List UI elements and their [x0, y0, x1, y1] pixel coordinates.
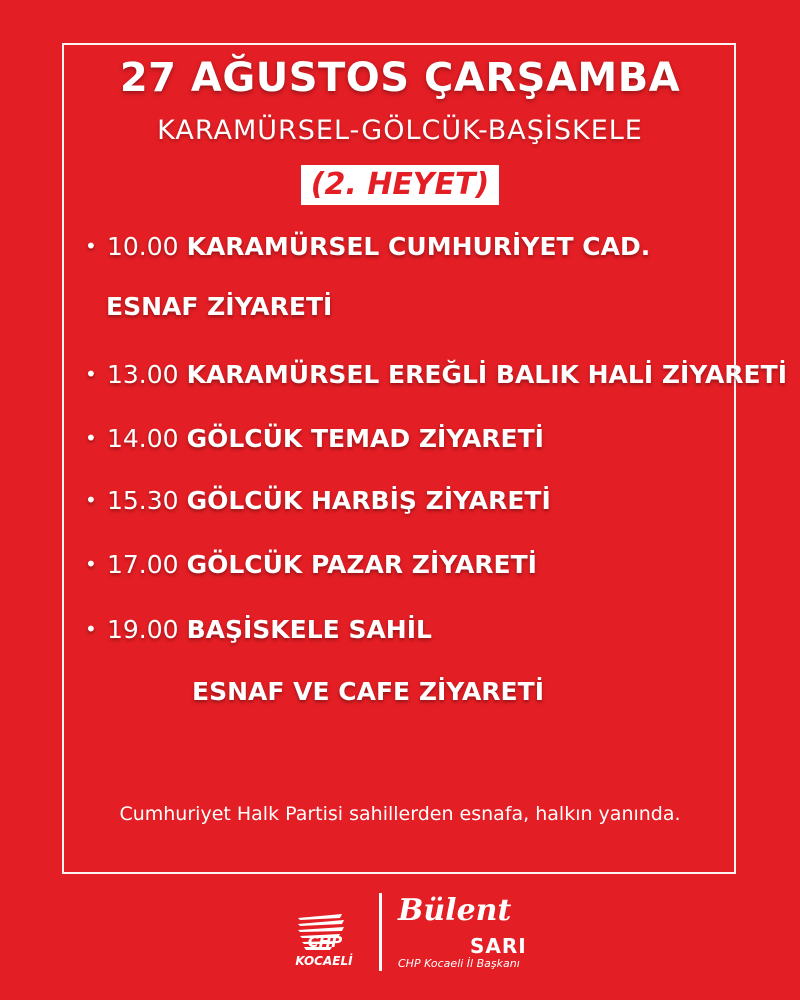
- chp-logo-text: CHP: [307, 933, 343, 951]
- schedule-continuation: ESNAF VE CAFE ZİYARETİ: [192, 677, 544, 706]
- schedule-time: 19.00: [107, 615, 179, 644]
- schedule-place: GÖLCÜK PAZAR ZİYARETİ: [186, 550, 537, 579]
- bullet-icon: •: [85, 234, 97, 258]
- bullet-icon: •: [85, 426, 97, 450]
- schedule-continuation: ESNAF ZİYARETİ: [106, 292, 333, 321]
- badge-wrapper: [0, 165, 800, 205]
- footer-slogan: Cumhuriyet Halk Partisi sahillerden esnafa, halkın yanında.: [119, 803, 681, 825]
- schedule-item: [85, 615, 432, 644]
- page-subtitle: KARAMÜRSEL-GÖLCÜK-BAŞİSKELE: [157, 115, 643, 146]
- schedule-item: [85, 232, 650, 261]
- schedule-item: [85, 486, 551, 515]
- schedule-item: [85, 360, 787, 389]
- schedule-place: GÖLCÜK TEMAD ZİYARETİ: [186, 424, 544, 453]
- delegation-badge: (2. HEYET): [301, 165, 499, 205]
- schedule-time: 13.00: [107, 360, 179, 389]
- schedule-time: 17.00: [107, 550, 179, 579]
- bullet-icon: •: [85, 552, 97, 576]
- schedule-place: GÖLCÜK HARBİŞ ZİYARETİ: [186, 486, 551, 515]
- bullet-icon: •: [85, 617, 97, 641]
- schedule-item: [85, 550, 537, 579]
- signature: Bülent: [398, 893, 512, 928]
- schedule-place: KARAMÜRSEL CUMHURİYET CAD.: [186, 232, 651, 261]
- schedule-time: 14.00: [107, 424, 179, 453]
- chp-logo-city: KOCAELİ: [295, 954, 353, 968]
- signature-role: CHP Kocaeli İl Başkanı: [398, 957, 520, 970]
- schedule-time: 10.00: [107, 232, 179, 261]
- bullet-icon: •: [85, 362, 97, 386]
- schedule-place: BAŞİSKELE SAHİL: [186, 615, 432, 644]
- schedule-item: [85, 424, 544, 453]
- page-title: 27 AĞUSTOS ÇARŞAMBA: [119, 55, 681, 101]
- logo-divider: [379, 893, 382, 971]
- signature-surname: SARI: [470, 934, 527, 958]
- schedule-place: KARAMÜRSEL EREĞLİ BALIK HALİ ZİYARETİ: [186, 360, 787, 389]
- bullet-icon: •: [85, 488, 97, 512]
- schedule-time: 15.30: [107, 486, 179, 515]
